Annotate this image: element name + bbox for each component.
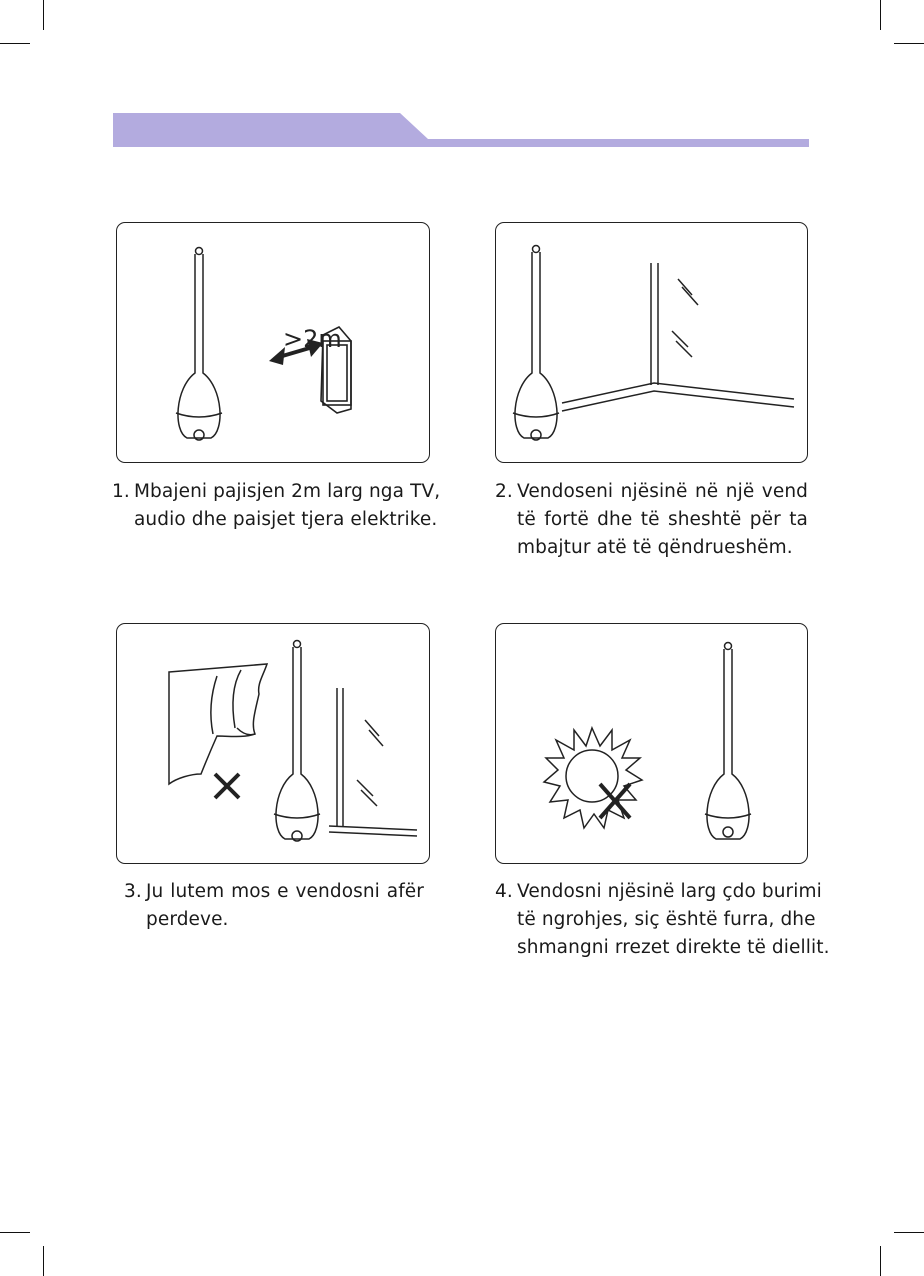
curtain-illustration [169,664,267,784]
crop-mark [894,43,924,44]
crop-mark [894,1232,924,1233]
caption-line: perdeve. [146,909,229,930]
caption-number: 3. [124,881,142,902]
caption-line: të fortë dhe të sheshtë për ta [517,509,808,530]
crop-mark [0,43,30,44]
caption-line: mbajtur atë të qëndrueshëm. [517,537,793,558]
caption-number: 1. [112,481,130,502]
crop-mark [43,1246,44,1276]
no-cross-icon [215,774,239,798]
illustration-panel-flat-surface [495,222,808,463]
caption-line: Vendoseni njësinë në një vend [517,481,808,502]
caption-3 [124,878,424,934]
crop-mark [880,1246,881,1276]
humidifier-illustration [705,643,751,840]
window-illustration [329,688,417,836]
caption-line: audio dhe paisjet tjera elektrike. [134,509,438,530]
caption-line: të ngrohjes, siç është furra, dhe [517,909,816,930]
humidifier-illustration [176,248,222,441]
caption-4 [495,878,830,962]
humidifier-illustration [513,246,559,441]
room-corner-illustration [562,263,794,411]
illustration-panel-heat-source [495,623,808,864]
caption-line: Mbajeni pajisjen 2m larg nga TV, [134,481,441,502]
crop-mark [880,0,881,30]
humidifier-illustration [274,641,320,842]
caption-number: 2. [495,481,513,502]
caption-2 [495,478,808,562]
caption-number: 4. [495,881,513,902]
caption-line: Ju lutem mos e vendosni afër [146,881,424,902]
distance-label: >2m [283,325,342,353]
crop-mark [43,0,44,30]
crop-mark [0,1232,30,1233]
caption-1 [112,478,441,534]
caption-line: shmangni rrezet direkte të diellit. [517,937,830,958]
illustration-panel-curtains [116,623,430,864]
illustration-panel-tv-distance [116,222,430,463]
section-header-bar [113,113,809,147]
caption-line: Vendosni njësinë larg çdo burimi [517,881,822,902]
